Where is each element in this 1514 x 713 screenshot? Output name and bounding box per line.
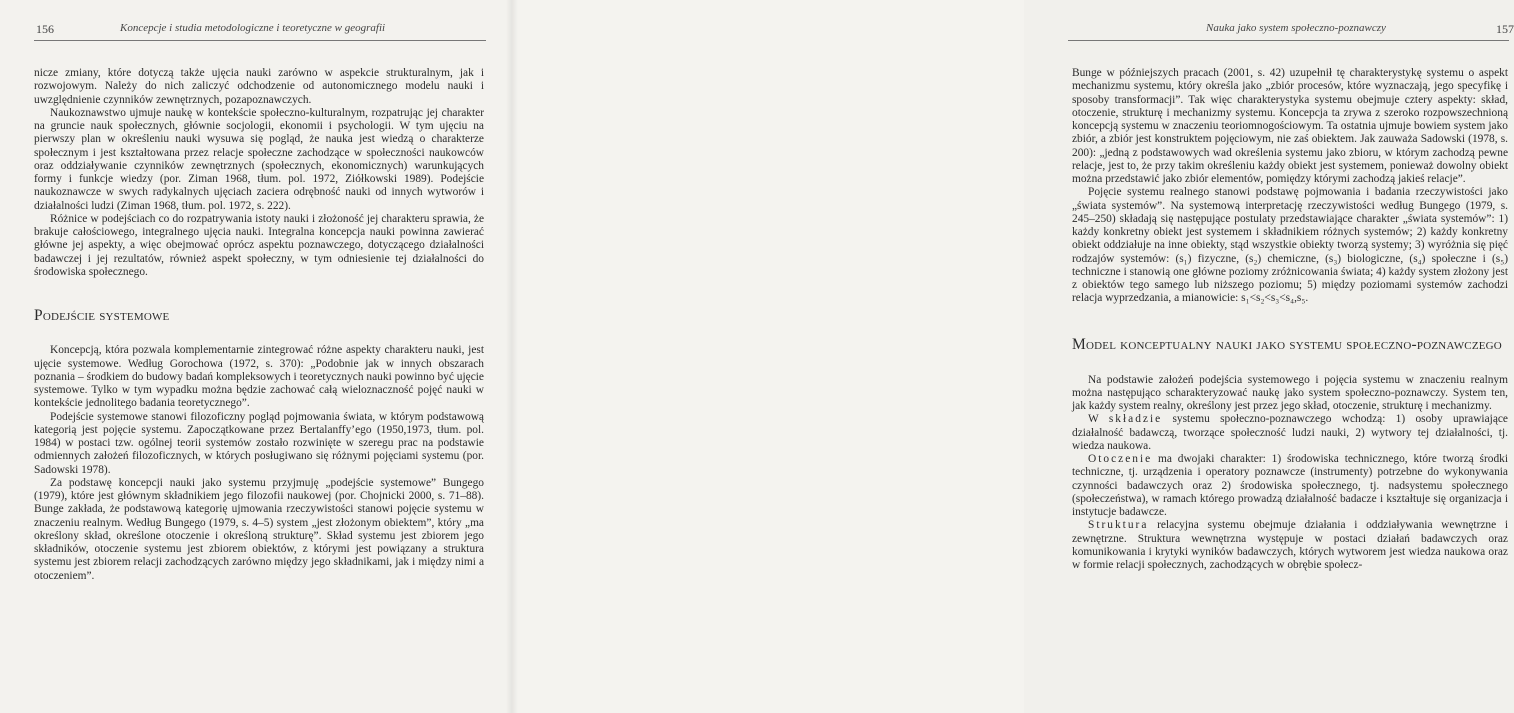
left-paragraph: Podejście systemowe stanowi filozoficzny pogląd pojmowania świata, w którym podstawową kategorią jest pojęcie systemu. Zapoczątkowane przez Bertalanffy’ego (1950,1973, tłum. pol. 1984) w postaci tzw. ogólnej teorii systemów zostało rozwinięte w szeregu prac na podstawie odmiennych założeń filozoficznych, w których posługiwano się różnymi pojęciami systemu (por. Sadowski 1978).: [34, 410, 484, 476]
para-text: ma dwojaki charakter: 1) środowiska technicznego, które tworzą środki techniczne, tj. urządzenia i operatory poznawcze (instrumenty) potrzebne do wykonywania czynności badawczych oraz 2) środowiska społecznego, tj. nadsystemu społecznego (społeczeństwa), w ramach którego prowadzą działalność badacze i kształtuje się organizacja i instytucje badawcze.: [1072, 453, 1508, 518]
right-text-column: [1072, 67, 1508, 572]
spaced-term-structure: Struktura: [1088, 519, 1149, 532]
left-paragraph: Koncepcją, która pozwala komplementarnie zintegrować różne aspekty charakteru nauki, jest ujęcie systemowe. Według Gorochowa (1972, s. 370): „Podobnie jak w innych obszarach poznania – środkiem do budowy badań kompleksowych i teoretycznych nauki powinno być ujęcie systemowe. Tylko w tym wypadku można będzie zachować całą wieloznaczność pojęć nauki w kontekście jednolitego badania teoretycznego”.: [34, 344, 484, 410]
left-paragraph: Naukoznawstwo ujmuje naukę w kontekście społeczno-kulturalnym, rozpatrując jej charakter na gruncie nauk społecznych, głównie socjologii, ekonomii i psychologii. W tym ujęciu na pierwszy plan w określeniu nauki wysuwa się pogląd, że nauka jest wiedzą o charakterze społecznym i jest kształtowana przez relacje społeczne zachodzące w społeczności naukowców oraz oddziaływanie czynników zewnętrznych (społecznych, ekonomicznych) warunkujących formy i funkcje wiedzy (por. Ziman 1968, tłum. pol. 1972, Ziółkowski 1989). Podejście naukoznawcze w swych radykalnych ujęciach zaciera odrębność nauki od innych wytworów i działalności ludzi (Ziman 1968, tłum. pol. 1972, s. 222).: [34, 106, 484, 212]
right-page-number: 157: [1496, 22, 1514, 36]
left-page: [0, 0, 512, 713]
left-page-number: 156: [36, 22, 54, 36]
para-text: relacyjna systemu obejmuje działania i oddziaływania wewnętrzne i zewnętrzne. Struktura wewnętrzna występuje w postaci działań badawczych oraz komunikowania i krytyki wyników badawczych, których wytworem jest wiedza naukowa oraz w formie relacji społecznych, zachodzących w obrębie społecz-: [1072, 519, 1508, 571]
spaced-term-environment: Otoczenie: [1088, 453, 1153, 465]
para-text: systemu społeczno-poznawczego wchodzą: 1) osoby uprawiające działalność badawczą, tworzące społeczność ludzi nauki, 2) wytwory tej działalności, tj. wiedza naukowa.: [1072, 413, 1508, 452]
left-running-title: Koncepcje i studia metodologiczne i teoretyczne w geografii: [120, 22, 386, 34]
section-heading-systemic-approach: Podejście systemowe: [34, 307, 170, 324]
right-page: [512, 0, 1514, 713]
right-header-rule: [1068, 40, 1509, 41]
right-paragraph: [1072, 413, 1508, 453]
left-paragraph: nicze zmiany, które dotyczą także ujęcia nauki zarówno w aspekcie strukturalnym, jak i rozwojowym. Należy do nich zaliczyć odchodzenie od autonomicznego modelu nauki i uwzględnienie czynników zewnętrznych, pozapoznawczych.: [34, 67, 484, 106]
spaced-term-composition: składzie: [1108, 413, 1163, 426]
left-text-column: [34, 67, 484, 583]
left-paragraph: Różnice w podejściach co do rozpatrywania istoty nauki i złożoność jej charakteru sprawia, że brakuje całościowego, integralnego ujęcia nauki. Integralna koncepcja nauki powinna zawierać główne jej aspekty, a więc obejmować oprócz aspektu poznawczego, dotyczącego działalności badawczej i jej rezultatów, również aspekt społeczny, w tym odniesienie tej działalności do środowiska społecznego.: [34, 212, 484, 278]
right-paragraph: [1072, 453, 1508, 519]
left-paragraph: Za podstawę koncepcji nauki jako systemu przyjmuję „podejście systemowe” Bungego (1979), które jest głównym składnikiem jego filozofii naukowej (por. Chojnicki 2000, s. 71–88). Bunge zakłada, że podstawową kategorię ujmowania rzeczywistości stanowi pojęcie systemu w znaczeniu realnym. Według Bungego (1979, s. 4–5) system „jest złożonym obiektem”, który „ma określony skład, określone otoczenie i określoną strukturę”. Skład systemu jest zbiorem jego składników, otoczenie systemu jest zbiorem obiektów, z którymi jest powiązany a struktura systemu jest zbiorem relacji zachodzących zarówno między jego składnikami, jak i między nimi a otoczeniem”.: [34, 476, 484, 582]
left-header-rule: [34, 40, 486, 41]
right-paragraph: Bunge w późniejszych pracach (2001, s. 42) uzupełnił tę charakterystykę systemu o aspekt mechanizmu systemu, który określa jako „zbiór procesów, które wyznaczają, jego specyfikę i sposoby transformacji”. Tak więc charakterystyka systemu obejmuje cztery aspekty: skład, otoczenie, strukturę i mechanizmy systemu. Koncepcja ta zrywa z szeroko rozpowszechnioną koncepcją systemu w znaczeniu teoriomnogościowym. Ta ostatnia ujmuje bowiem system jako zbiór, a zbiór jest konstruktem pojęciowym, nie zaś obiektem. Jak zauważa Sadowski (1978, s. 200): „jedną z podstawowych wad określenia systemu jako zbioru, w którym zachodzą pewne relacje, jest to, że przy takim określeniu każdy obiekt jest systemem, ponieważ dowolny obiekt można przedstawić jako zbiór elementów, pomiędzy którymi zachodzą jakieś relacje”.: [1072, 67, 1508, 185]
section-heading-conceptual-model: Model konceptualny nauki jako systemu społeczno-poznawczego: [1072, 335, 1502, 353]
right-paragraph: Pojęcie systemu realnego stanowi podstawę pojmowania i badania rzeczywistości jako „świata systemów”. Na systemową interpretację rzeczywistości według Bungego (1979, s. 245–250) składają się następujące postulaty przedstawiające charakter „świata systemów”: 1) każdy konkretny obiekt jest systemem i składnikiem różnych systemów; 2) każdy konkretny obiekt oddziałuje na inne obiekty, stąd wszystkie obiekty tworzą systemy; 3) wyróżnia się pięć rodzajów systemów: (s₁) fizyczne, (s₂) chemiczne, (s₃) biologiczne, (s₄) społeczne i (s₅) techniczne i stanowią one główne poziomy zróżnicowania świata; 4) każdy system złożony jest z obiektów tego samego lub niższego poziomu; 5) między poziomami systemów zachodzi relacja wyprzedzania, a mianowicie: s₁<s₂<s₃<s₄,s₅.: [1072, 186, 1508, 305]
right-paragraph: [1072, 519, 1508, 572]
para-lead: W: [1088, 413, 1109, 426]
right-paragraph: Na podstawie założeń podejścia systemowego i pojęcia systemu w znaczeniu realnym można następująco scharakteryzować naukę jako system społeczno-poznawczy. System ten, jak każdy system realny, określony jest przez jego skład, otoczenie, strukturę i mechanizmy.: [1072, 373, 1508, 412]
right-running-title: Nauka jako system społeczno-poznawczy: [1206, 22, 1386, 34]
book-gutter: [506, 0, 518, 713]
